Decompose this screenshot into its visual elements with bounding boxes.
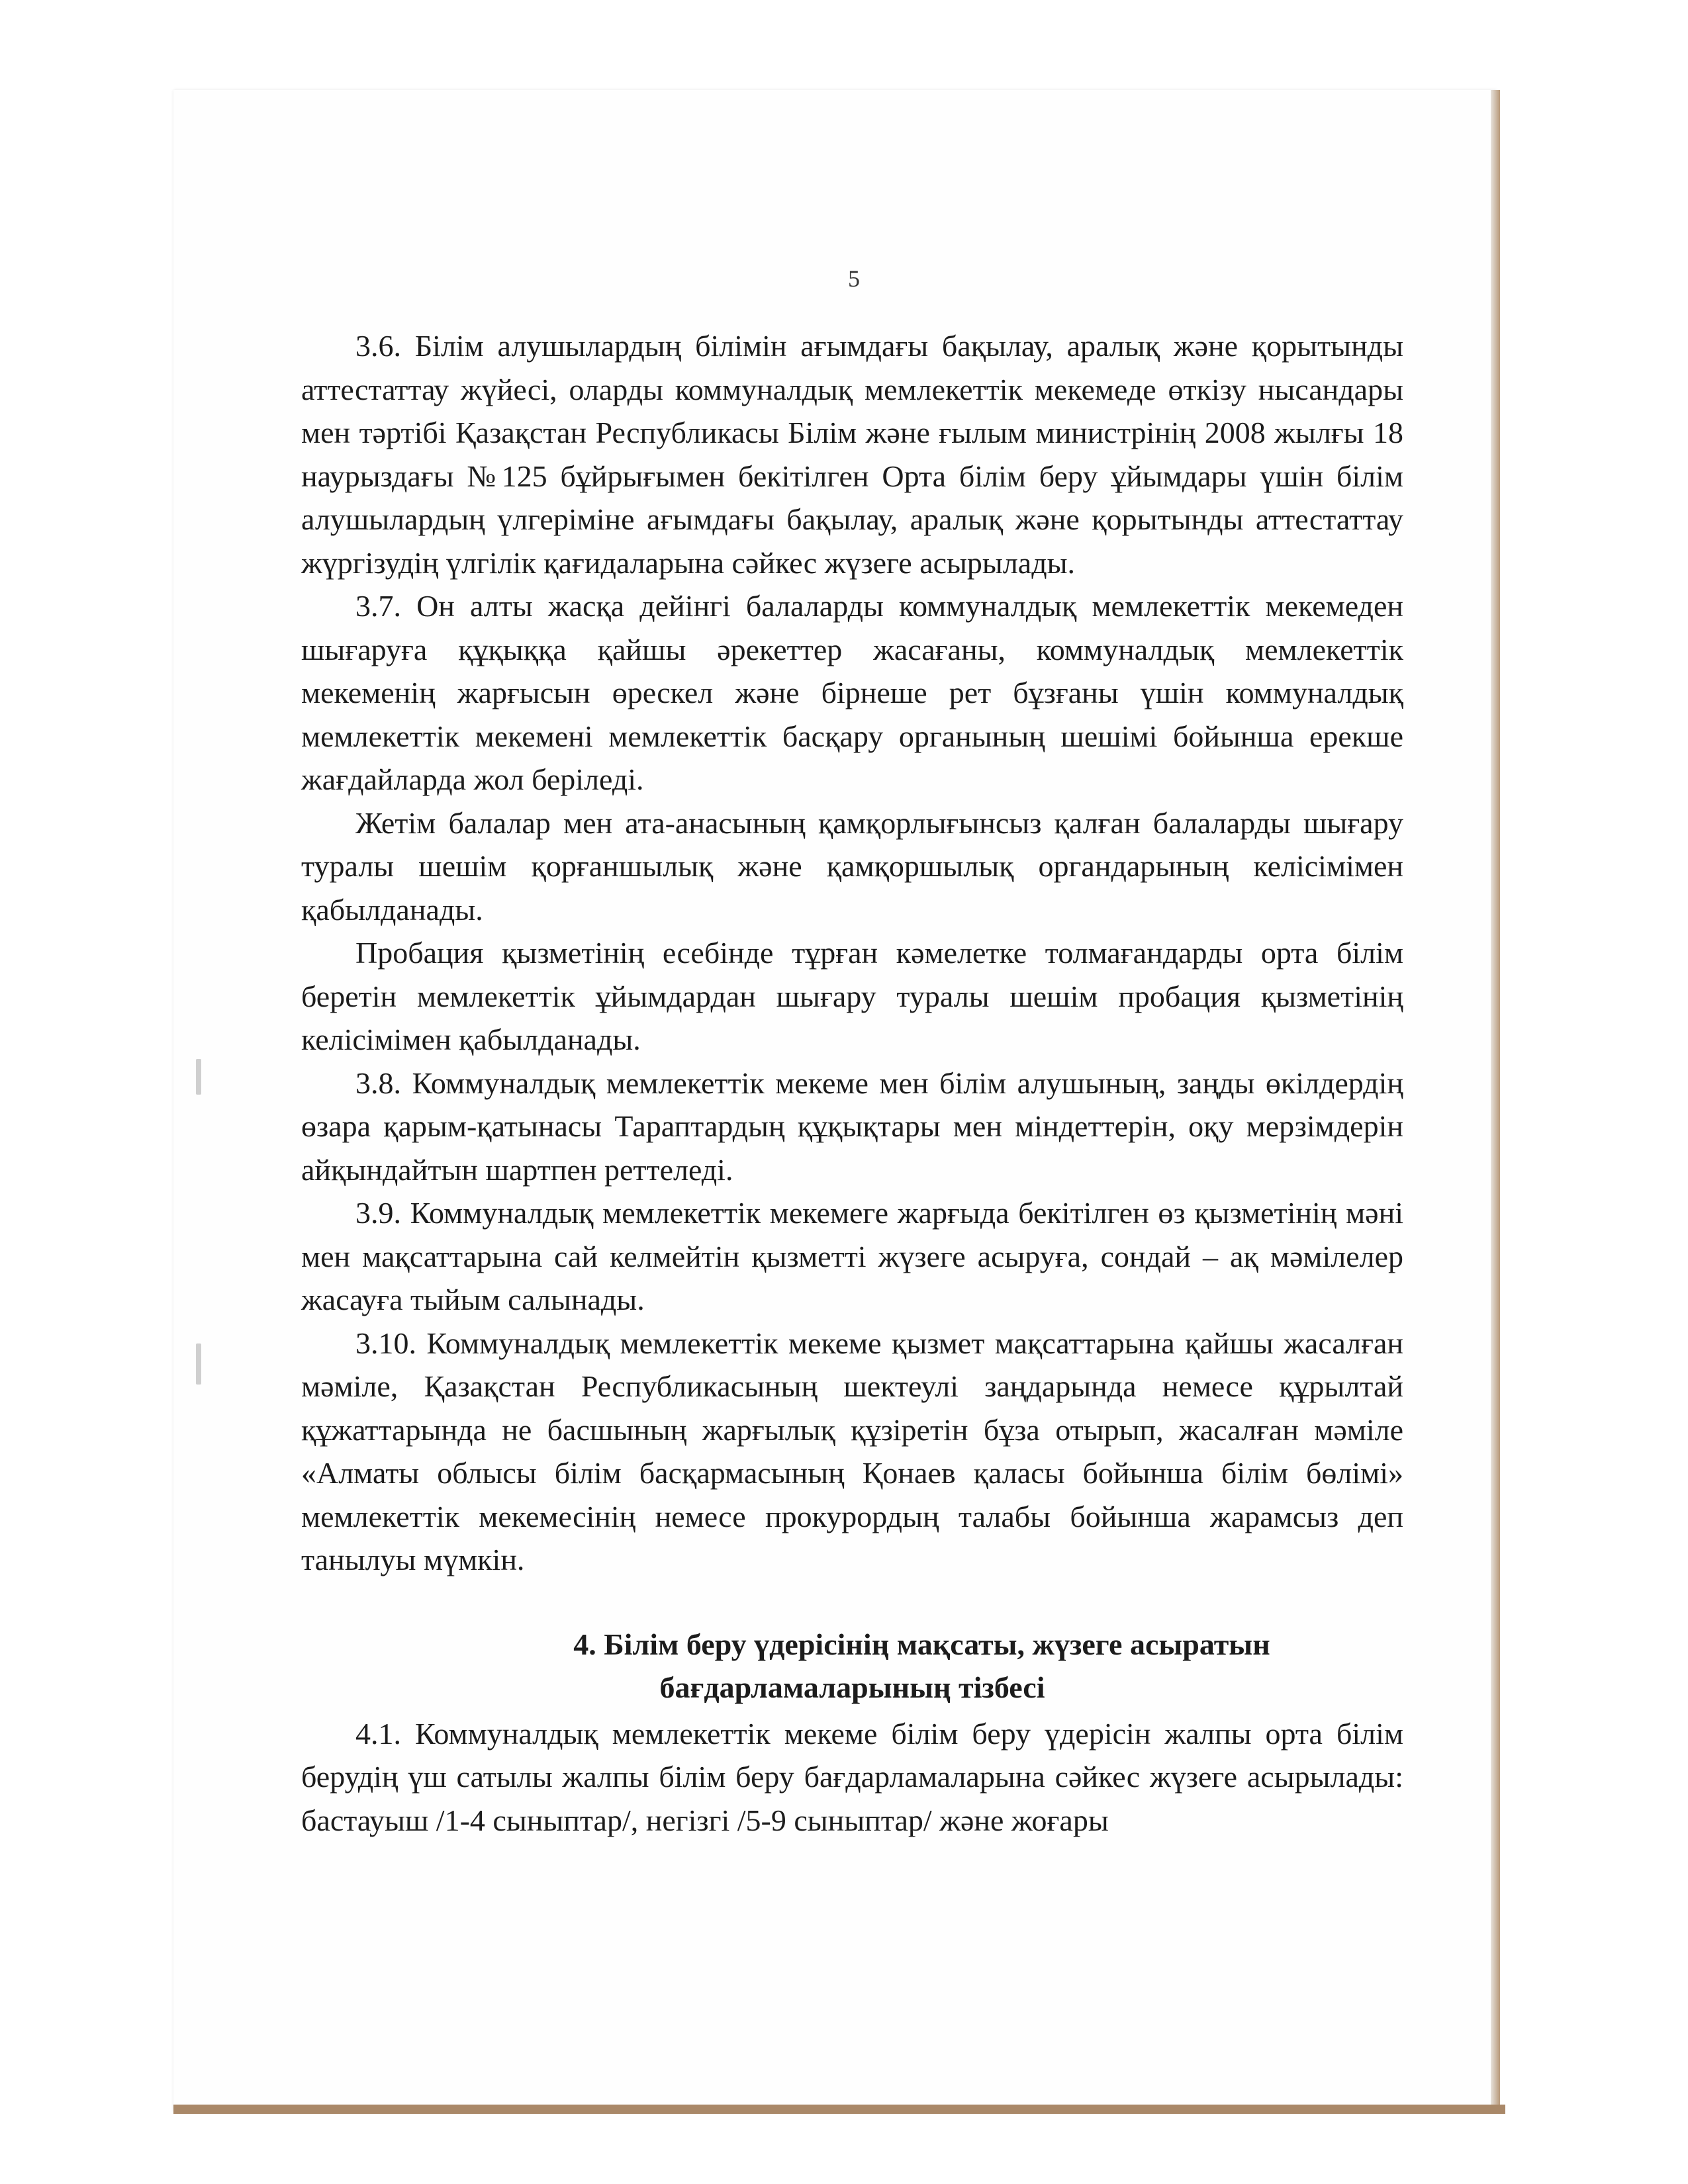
page-bottom-edge [173,2105,1505,2114]
paragraph-3-6: 3.6. Білім алушылардың білімін ағымдағы бақылау, аралық және қорытынды аттестаттау жүйесі, оларды коммуналдық мемлекеттік мекемеде өткізу нысандары мен тәртібі Қазақстан Республикасы Білім және ғылым министрінің 2008 жылғы 18 наурыздағы №125 бұйрығымен бекітілген Орта білім беру ұйымдары үшін білім алушылардың үлгеріміне ағымдағы бақылау, аралық және қорытынды аттестаттау жүргізудің үлгілік қағидаларына сәйкес жүзеге асырылады. [301,329,1403,580]
document-body [301,324,1403,1842]
staple-mark [196,1059,201,1095]
paragraph-probation: Пробация қызметінің есебінде тұрған кәмелетке толмағандарды орта білім беретін мемлекеттік ұйымдардан шығару туралы шешім пробация қызметінің келісімімен қабылданады. [301,936,1403,1056]
section-heading-line-1: 4. Білім беру үдерісінің мақсаты, жүзеге асыратын [573,1627,1270,1661]
paragraph-3-10: 3.10. Коммуналдық мемлекеттік мекеме қызмет мақсаттарына қайшы жасалған мәміле, Қазақстан Республикасының шектеулі заңдарында немесе құрылтай құжаттарында не басшының жарғылық құзіретін бұза отырып, жасалған мәміле «Алматы облысы білім басқармасының Қонаев қаласы бойынша білім бөлімі» мемлекеттік мекемесінің немесе прокурордың талабы бойынша жарамсыз деп танылуы мүмкін. [301,1326,1403,1576]
page-number: 5 [848,265,860,292]
page-edge-shadow [1491,90,1500,2114]
paragraph-3-9: 3.9. Коммуналдық мемлекеттік мекемеге жарғыда бекітілген өз қызметінің мәні мен мақсаттарына сай келмейтін қызметті жүзеге асыруға, сондай – ақ мәмілелер жасауға тыйым салынады. [301,1196,1403,1316]
staple-mark [196,1343,201,1385]
section-heading-line-2: бағдарламаларының тізбесі [659,1670,1045,1704]
paragraph-3-8: 3.8. Коммуналдық мемлекеттік мекеме мен білім алушының, заңды өкілдердің өзара қарым-қатынасы Тараптардың құқықтары мен міндеттерін, оқу мерзімдерін айқындайтын шартпен реттеледі. [301,1066,1403,1187]
section-heading [301,1623,1403,1709]
paragraph-4-1: 4.1. Коммуналдық мемлекеттік мекеме білім беру үдерісін жалпы орта білім берудің үш сатылы жалпы білім беру бағдарламаларына сәйкес жүзеге асырылады: бастауыш /1-4 сыныптар/, негізгі /5-9 сыныптар/ және жоғары [301,1716,1403,1837]
paragraph-3-7: 3.7. Он алты жасқа дейінгі балаларды коммуналдық мемлекеттік мекемеден шығаруға құқыққа қайшы әрекеттер жасағаны, коммуналдық мемлекеттік мекеменің жарғысын өрескел және бірнеше рет бұзғаны үшін коммуналдық мемлекеттік мекемені мемлекеттік басқару органының шешімі бойынша ерекше жағдайларда жол беріледі. [301,589,1403,796]
paragraph-orphans: Жетім балалар мен ата-анасының қамқорлығынсыз қалған балаларды шығару туралы шешім қорғаншылық және қамқоршылық органдарының келісімімен қабылданады. [301,805,1403,927]
